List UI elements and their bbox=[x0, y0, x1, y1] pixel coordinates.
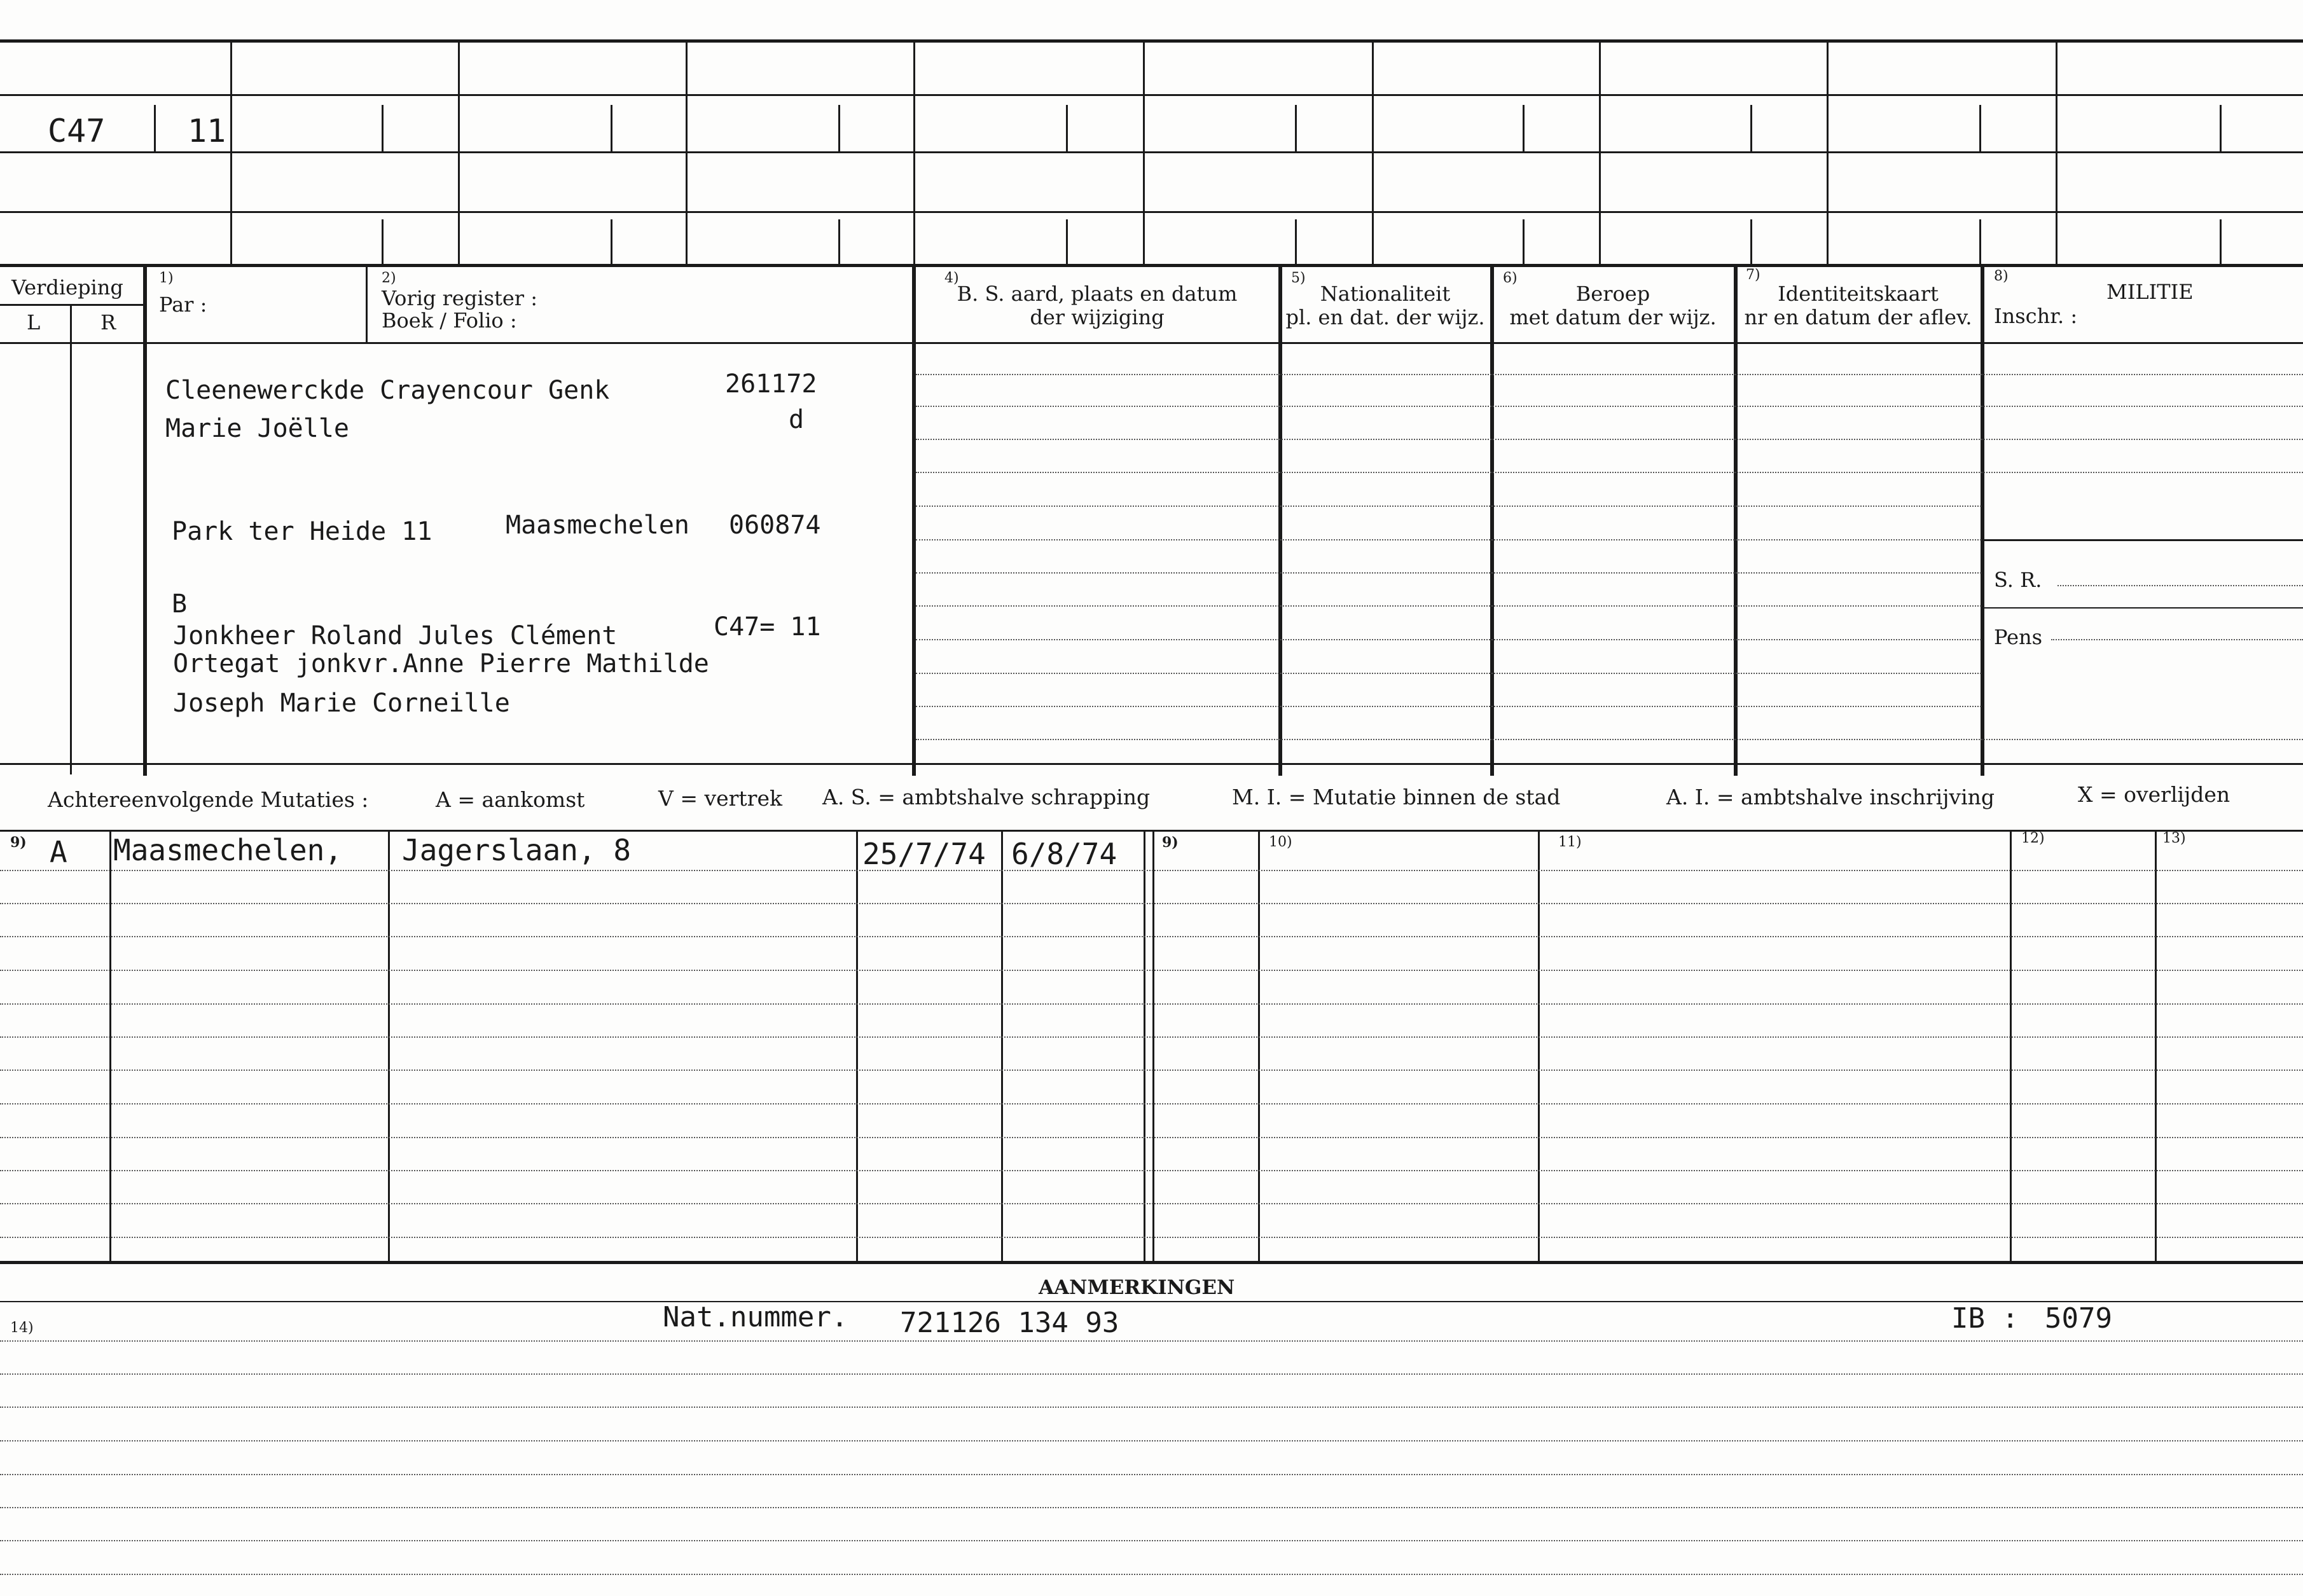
verdieping-left-label: L bbox=[27, 310, 41, 334]
line-b: B bbox=[172, 589, 188, 619]
remarks-number: 14) bbox=[10, 1320, 34, 1336]
nationaliteit-header-line1: Nationaliteit bbox=[1320, 282, 1451, 306]
col-number-9b: 9) bbox=[1162, 834, 1179, 851]
ib-value: 5079 bbox=[2045, 1302, 2112, 1335]
nat-nummer-label: Nat.nummer. bbox=[663, 1301, 848, 1333]
boek-folio-label: Boek / Folio : bbox=[382, 308, 517, 333]
identiteitskaart-header-line1: Identiteitskaart bbox=[1778, 282, 1939, 306]
address-city: Maasmechelen bbox=[506, 511, 689, 540]
mutation-city: Maasmechelen, bbox=[113, 833, 343, 867]
sr-label: S. R. bbox=[1994, 568, 2042, 592]
bs-header-line2: der wijziging bbox=[1030, 305, 1165, 329]
identiteitskaart-header-line2: nr en datum der aflev. bbox=[1744, 305, 1972, 329]
vorig-register-number: 2) bbox=[382, 270, 396, 286]
top-number: 11 bbox=[188, 113, 226, 149]
col-number-12: 12) bbox=[2021, 830, 2045, 846]
first-names: Marie Joëlle bbox=[165, 414, 349, 443]
address-date: 060874 bbox=[729, 511, 821, 540]
col-number-9: 9) bbox=[10, 834, 27, 851]
legend-overlijden: X = overlijden bbox=[2078, 782, 2230, 807]
militie-number: 8) bbox=[1994, 268, 2009, 284]
mutation-type: A bbox=[50, 835, 67, 869]
par-label: Par : bbox=[159, 292, 207, 317]
beroep-header-line1: Beroep bbox=[1575, 282, 1650, 306]
legend-ambtshalve-schrapping: A. S. = ambtshalve schrapping bbox=[822, 785, 1151, 809]
birth-date: 261172 bbox=[725, 369, 817, 399]
parent-name-line: Jonkheer Roland Jules Clément bbox=[173, 621, 618, 650]
legend-vertrek: V = vertrek bbox=[658, 786, 782, 811]
verdieping-right-label: R bbox=[100, 310, 116, 334]
nat-nummer-value: 721126 134 93 bbox=[900, 1307, 1119, 1339]
bs-header-line1: B. S. aard, plaats en datum bbox=[957, 282, 1238, 306]
mutaties-title: Achtereenvolgende Mutaties : bbox=[48, 787, 369, 812]
legend-mutatie-binnen-de-stad: M. I. = Mutatie binnen de stad bbox=[1232, 785, 1561, 809]
ib-label: IB : bbox=[1951, 1302, 2019, 1335]
nationaliteit-number: 5) bbox=[1291, 270, 1306, 286]
mutation-street: Jagerslaan, 8 bbox=[402, 833, 632, 867]
person-name-line: Cleenewerckde Crayencour Genk bbox=[165, 376, 610, 405]
beroep-number: 6) bbox=[1503, 270, 1518, 286]
parent-line-3: Joseph Marie Corneille bbox=[173, 689, 510, 718]
sex-code: d bbox=[789, 405, 805, 434]
mutation-date-1: 25/7/74 bbox=[862, 837, 986, 871]
col-number-11: 11) bbox=[1558, 834, 1582, 850]
nationaliteit-header-line2: pl. en dat. der wijz. bbox=[1285, 305, 1485, 329]
address: Park ter Heide 11 bbox=[172, 517, 432, 546]
vorig-register-label: Vorig register : bbox=[382, 286, 538, 310]
mutation-date-2: 6/8/74 bbox=[1011, 837, 1117, 871]
parent-line-2: Ortegat jonkvr.Anne Pierre Mathilde bbox=[173, 649, 709, 678]
militie-header: MILITIE bbox=[2106, 280, 2194, 304]
legend-aankomst: A = aankomst bbox=[436, 787, 585, 812]
legend-ambtshalve-inschrijving: A. I. = ambtshalve inschrijving bbox=[1666, 785, 1995, 809]
identiteitskaart-number: 7) bbox=[1746, 267, 1760, 283]
verdieping-label: Verdieping bbox=[11, 275, 123, 299]
aanmerkingen-title: AANMERKINGEN bbox=[1039, 1276, 1235, 1299]
parent-reference: C47= 11 bbox=[714, 612, 821, 642]
par-number: 1) bbox=[159, 270, 174, 286]
beroep-header-line2: met datum der wijz. bbox=[1509, 305, 1717, 329]
col-number-10: 10) bbox=[1269, 834, 1292, 850]
top-code: C47 bbox=[48, 113, 106, 149]
inschr-label: Inschr. : bbox=[1994, 304, 2078, 328]
col-number-13: 13) bbox=[2162, 830, 2186, 846]
bs-number: 4) bbox=[944, 270, 959, 286]
pens-label: Pens bbox=[1994, 625, 2043, 649]
